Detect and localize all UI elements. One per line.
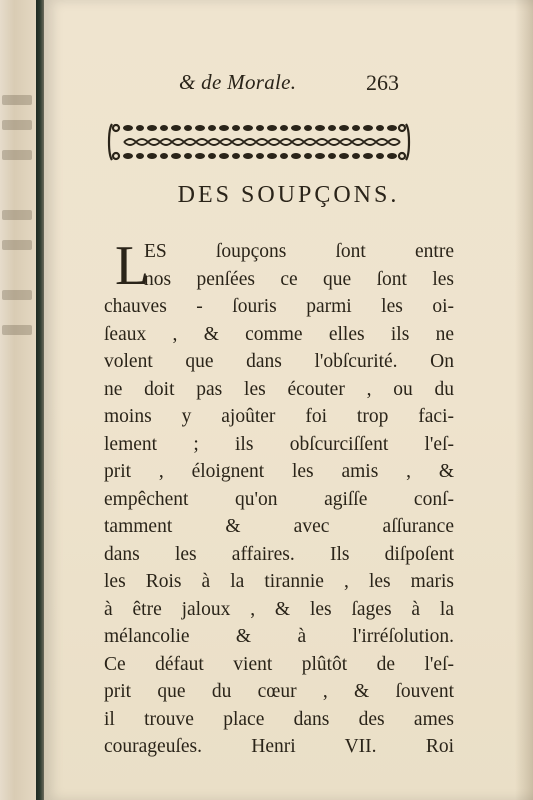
text-line: volent que dans l'obſcurité. On bbox=[104, 351, 454, 372]
book-spine bbox=[36, 0, 44, 800]
text-line: ES ſoupçons ſont entre bbox=[144, 241, 454, 262]
text-line: il trouve place dans des ames bbox=[104, 708, 454, 730]
decorative-headpiece bbox=[106, 118, 412, 166]
text-line: les Rois à la tirannie , les maris bbox=[104, 571, 454, 592]
bleed-through-mark bbox=[2, 290, 32, 300]
text-line: mélancolie & à l'irréſolution. bbox=[104, 626, 454, 647]
text-line: empêchent qu'on agiſſe conſ- bbox=[104, 488, 454, 510]
text-line: prit , éloignent les amis , & bbox=[104, 461, 454, 482]
text-line: nos penſées ce que ſont les bbox=[144, 268, 454, 290]
bleed-through-mark bbox=[2, 325, 32, 335]
adjacent-page-edge bbox=[0, 0, 36, 800]
bleed-through-mark bbox=[2, 210, 32, 220]
text-line: courageuſes. Henri VII. Roi bbox=[104, 736, 454, 757]
running-head bbox=[44, 70, 533, 100]
text-line: Ce défaut vient plûtôt de l'eſ- bbox=[104, 653, 454, 675]
section-title: DES SOUPÇONS. bbox=[177, 182, 400, 208]
running-title: & de Morale. bbox=[179, 70, 297, 94]
text-line: ne doit pas les écouter , ou du bbox=[104, 378, 454, 400]
bleed-through-mark bbox=[2, 240, 32, 250]
text-line: moins y ajoûter foi trop faci- bbox=[104, 406, 454, 427]
text-line: à être jaloux , & les ſages à la bbox=[104, 598, 454, 620]
text-line: prit que du cœur , & ſouvent bbox=[104, 681, 454, 702]
bleed-through-mark bbox=[2, 95, 32, 105]
text-line: lement ; ils obſcurciſſent l'eſ- bbox=[104, 433, 454, 455]
text-line: chauves - ſouris parmi les oi- bbox=[104, 296, 454, 317]
body-text bbox=[104, 235, 454, 761]
bleed-through-mark bbox=[2, 120, 32, 130]
text-line: dans les affaires. Ils diſpoſent bbox=[104, 543, 454, 565]
page-edge-shadow bbox=[515, 0, 533, 800]
ornament-icon bbox=[106, 118, 412, 166]
text-line: ſeaux , & comme elles ils ne bbox=[104, 323, 454, 345]
drop-cap: L bbox=[115, 235, 150, 297]
book-page bbox=[44, 0, 533, 800]
page-number: 263 bbox=[366, 70, 399, 95]
bleed-through-mark bbox=[2, 150, 32, 160]
text-line: tamment & avec aſſurance bbox=[104, 516, 454, 537]
